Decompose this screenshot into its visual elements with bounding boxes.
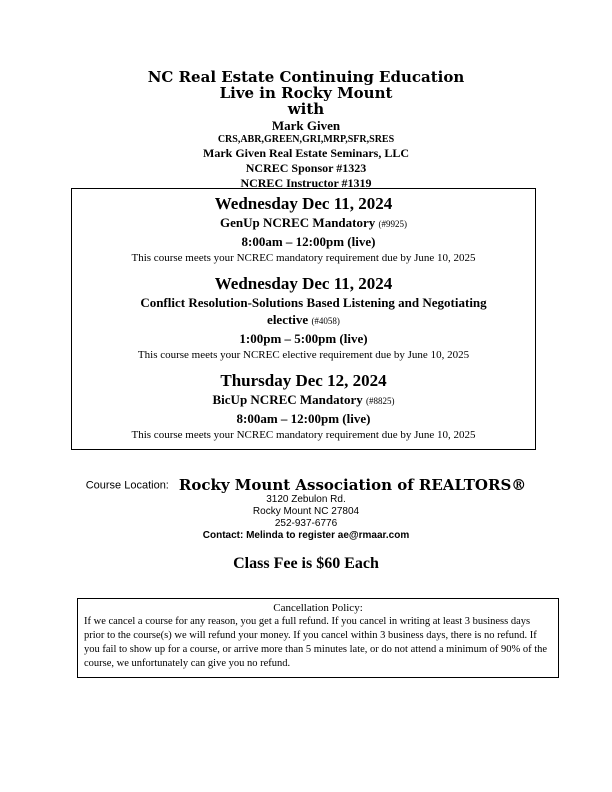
sponsor-number: NCREC Sponsor #1323 [245, 161, 367, 175]
session-date: Thursday Dec 12, 2024 [220, 371, 387, 390]
cancellation-body: If we cancel a course for any reason, you get a full refund. If you cancel in writing at least 3 business days prior to the course(s) we will refund your money. If you cancel within 3 business days, there is no refund. If you fail to show up for a course, or arrive more than 5 minutes late, or do not attend a minimum of 90% of the course, we unfortunately can give you no refund. [84, 616, 548, 669]
session-1 [72, 194, 535, 266]
instructor-number: NCREC Instructor #1319 [240, 176, 372, 190]
session-time: 8:00am – 12:00pm (live) [236, 411, 371, 426]
flyer-title: NC Real Estate Continuing Education [147, 68, 465, 86]
session-course [72, 391, 535, 410]
session-course-line1: Conflict Resolution-Solutions Based Listening and Negotiating [140, 295, 487, 310]
session-date: Wednesday Dec 11, 2024 [214, 274, 393, 293]
course-title: elective [267, 312, 309, 327]
session-2 [72, 274, 535, 363]
session-note: This course meets your NCREC elective requirement due by June 10, 2025 [137, 349, 470, 361]
session-date: Wednesday Dec 11, 2024 [214, 194, 393, 213]
course-code: (#4058) [311, 316, 340, 326]
company-name: Mark Given Real Estate Seminars, LLC [203, 146, 409, 160]
location-label: Course Location: [85, 479, 169, 492]
session-3 [72, 371, 535, 443]
location-heading [0, 476, 612, 494]
instructor-credentials: CRS,ABR,GREEN,GRI,MRP,SFR,SRES [217, 134, 395, 145]
instructor-name: Mark Given [271, 118, 341, 133]
location-street: 3120 Zebulon Rd. [266, 494, 346, 506]
session-course [72, 214, 535, 233]
sessions-box [71, 188, 536, 450]
location-contact: Contact: Melinda to register ae@rmaar.com [202, 530, 410, 542]
with-text: with [287, 100, 325, 118]
location-phone: 252-937-6776 [274, 518, 338, 530]
session-course-line2 [72, 311, 535, 330]
flyer-subtitle: Live in Rocky Mount [219, 84, 393, 102]
course-location [0, 476, 612, 542]
session-note: This course meets your NCREC mandatory requirement due by June 10, 2025 [131, 252, 476, 264]
course-code: (#8825) [365, 396, 395, 406]
cancellation-title: Cancellation Policy: [273, 602, 363, 614]
location-name: Rocky Mount Association of REALTORS® [178, 476, 527, 495]
session-time: 1:00pm – 5:00pm (live) [239, 331, 368, 346]
cancellation-policy-box [77, 598, 559, 678]
location-city: Rocky Mount NC 27804 [252, 506, 360, 518]
flyer-header [0, 69, 612, 191]
course-title: GenUp NCREC Mandatory [219, 215, 376, 230]
course-title: BicUp NCREC Mandatory [212, 392, 363, 407]
session-time: 8:00am – 12:00pm (live) [241, 234, 376, 249]
course-code: (#9925) [378, 219, 408, 229]
session-note: This course meets your NCREC mandatory requirement due by June 10, 2025 [131, 429, 476, 441]
class-fee: Class Fee is $60 Each [233, 555, 379, 572]
